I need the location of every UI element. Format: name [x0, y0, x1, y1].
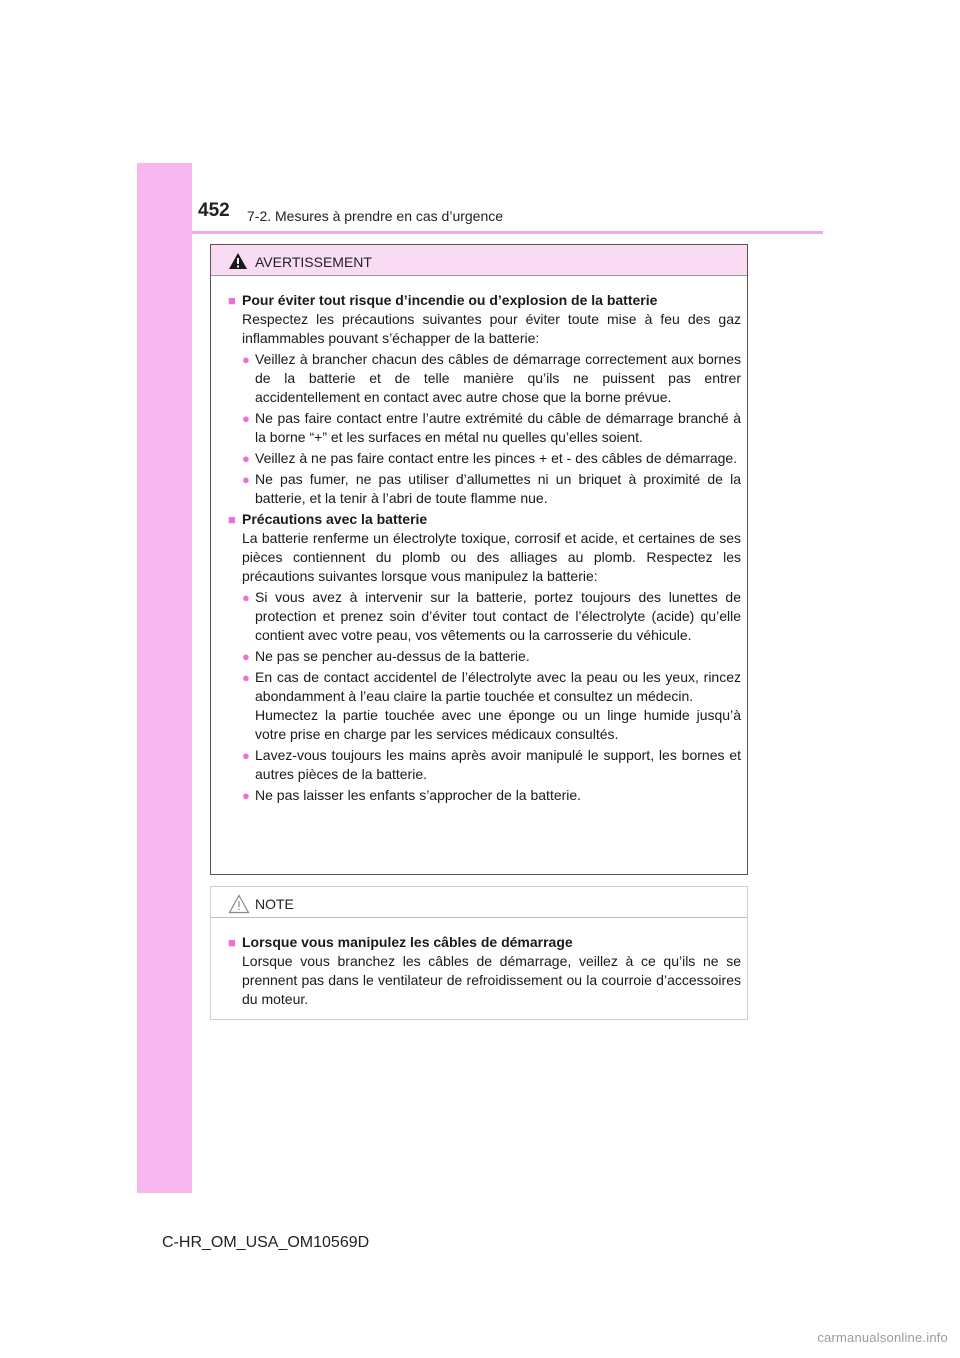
circle-bullet-icon: ● — [242, 590, 250, 605]
warning-title: AVERTISSEMENT — [255, 254, 372, 270]
list-item-text: Veillez à brancher chacun des câbles de démarrage correctement aux bornes de la batterie et de telle manière qu’ils ne puissent pas entrer accidentellement en contact avec autre chose que la borne prévue. — [255, 351, 741, 405]
list-item — [228, 449, 741, 468]
list-item — [228, 668, 741, 744]
list-item-text-continuation: Humectez la partie touchée avec une éponge ou un linge humide jusqu’à votre prise en charge par les services médicaux consultés. — [255, 707, 741, 742]
list-item — [228, 746, 741, 784]
square-bullet-icon: ■ — [228, 935, 236, 950]
warning-box-header — [211, 245, 747, 276]
caution-triangle-outline-icon — [228, 894, 250, 914]
section-intro: La batterie renferme un électrolyte toxique, corrosif et acide, et certaines de ses pièces contiennent du plomb ou des alliages au plomb. Respectez les précautions suivantes lorsque vous manipulez la batterie: — [242, 530, 741, 584]
list-item-text: Ne pas se pencher au-dessus de la batterie. — [255, 648, 530, 664]
section-heading — [228, 510, 741, 529]
list-item-text — [255, 668, 741, 744]
list-item — [228, 588, 741, 645]
side-tab-strip — [137, 163, 192, 1193]
circle-bullet-icon: ● — [242, 451, 250, 466]
header-rule — [192, 231, 823, 234]
note-box — [210, 886, 748, 1020]
list-item-text: Ne pas laisser les enfants s’approcher de la batterie. — [255, 787, 582, 803]
section-heading-text: Lorsque vous manipulez les câbles de démarrage — [242, 934, 573, 950]
circle-bullet-icon: ● — [242, 472, 250, 487]
note-box-header — [211, 887, 747, 918]
list-item-text: Lavez-vous toujours les mains après avoir manipulé le support, les bornes et autres pièces de la batterie. — [255, 747, 741, 782]
document-code: C-HR_OM_USA_OM10569D — [162, 1234, 370, 1251]
circle-bullet-icon: ● — [242, 748, 250, 763]
square-bullet-icon: ■ — [228, 293, 236, 308]
circle-bullet-icon: ● — [242, 649, 250, 664]
watermark: carmanualsonline.info — [817, 1330, 948, 1345]
circle-bullet-icon: ● — [242, 411, 250, 426]
warning-box — [210, 244, 748, 875]
section-heading-text: Précautions avec la batterie — [242, 511, 428, 527]
list-item — [228, 409, 741, 447]
section-intro: Respectez les précautions suivantes pour éviter toute mise à feu des gaz inflammables pouvant s’échapper de la batterie: — [242, 311, 741, 346]
section-heading-text: Pour éviter tout risque d’incendie ou d’explosion de la batterie — [242, 292, 658, 308]
list-item — [228, 647, 741, 666]
list-item — [228, 786, 741, 805]
warning-content — [211, 276, 747, 805]
note-text: Lorsque vous branchez les câbles de démarrage, veillez à ce qu’ils ne se prennent pas dans le ventilateur de refroidissement ou la courroie d’accessoires du moteur. — [242, 953, 741, 1007]
section-heading — [228, 933, 741, 952]
circle-bullet-icon: ● — [242, 670, 250, 685]
list-item-text: Ne pas faire contact entre l’autre extrémité du câble de démarrage branché à la borne “+” et les surfaces en métal nu quelles qu’elles soient. — [255, 410, 741, 445]
page-number: 452 — [198, 200, 230, 221]
list-item-text: Si vous avez à intervenir sur la batterie, portez toujours des lunettes de protection et prenez soin d’éviter tout contact de l’électrolyte (acide) qu’elle contient avec votre peau, vos vêtements ou la carrosserie du véhicule. — [255, 589, 741, 643]
circle-bullet-icon: ● — [242, 352, 250, 367]
note-content — [211, 918, 747, 1009]
circle-bullet-icon: ● — [242, 788, 250, 803]
square-bullet-icon: ■ — [228, 512, 236, 527]
list-item-text-part: En cas de contact accidentel de l’électrolyte avec la peau ou les yeux, rincez abondamment à l’eau claire la partie touchée et consultez un médecin. — [255, 669, 741, 704]
warning-triangle-icon — [228, 252, 248, 270]
section-title: 7-2. Mesures à prendre en cas d’urgence — [247, 208, 504, 224]
list-item-text: Ne pas fumer, ne pas utiliser d’allumettes ni un briquet à proximité de la batterie, et la tenir à l’abri de toute flamme nue. — [255, 471, 741, 506]
list-item — [228, 350, 741, 407]
list-item-text: Veillez à ne pas faire contact entre les pinces + et - des câbles de démarrage. — [255, 450, 738, 466]
note-title: NOTE — [255, 896, 294, 912]
list-item — [228, 470, 741, 508]
section-heading — [228, 291, 741, 310]
